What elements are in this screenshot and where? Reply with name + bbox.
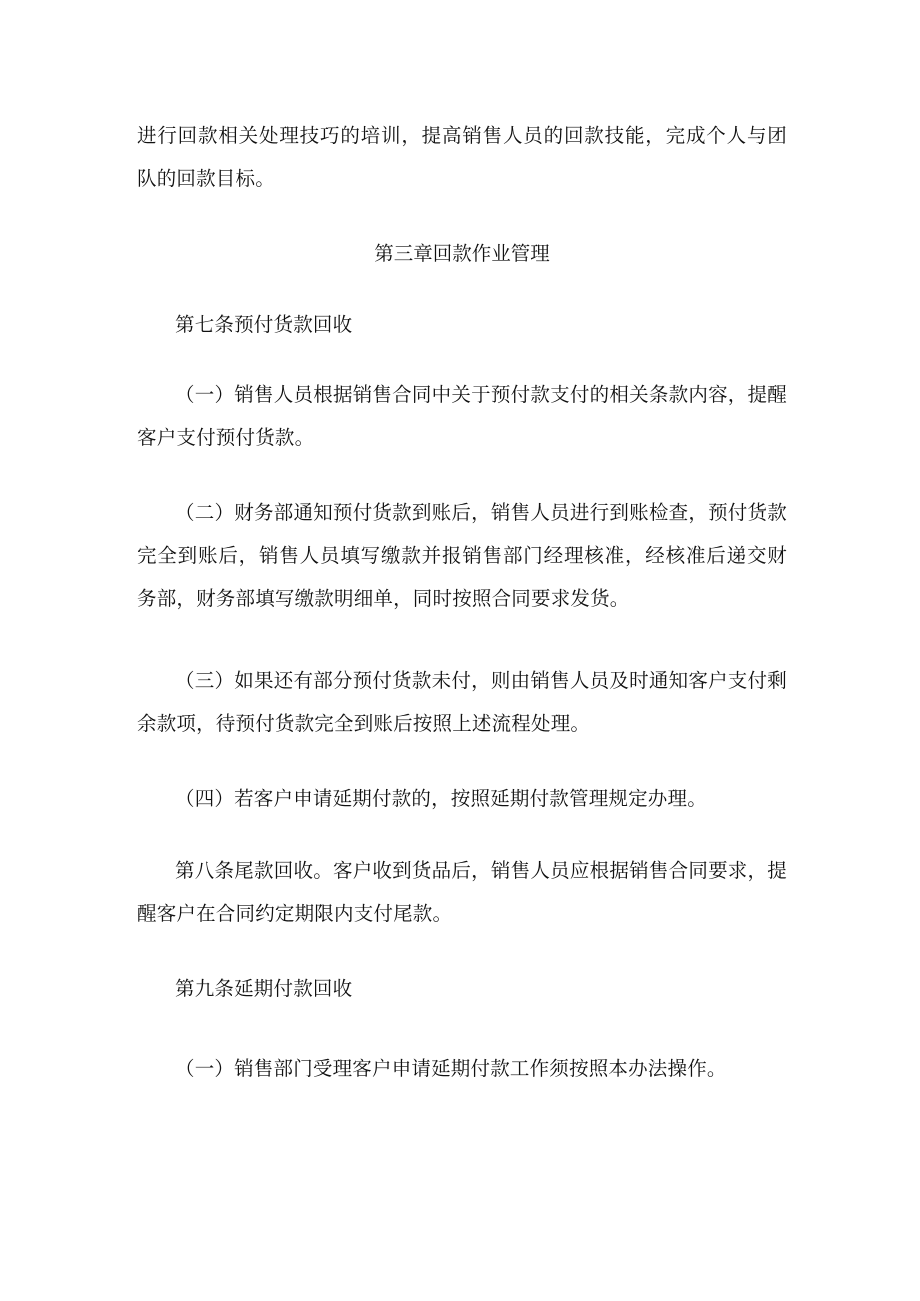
article-7-item-4: （四）若客户申请延期付款的，按照延期付款管理规定办理。 [175, 787, 707, 810]
article-7-heading: 第七条预付货款回收 [175, 313, 353, 336]
article-7-item-3: （三）如果还有部分预付货款未付，则由销售人员及时通知客户支付剩余款项，待预付货款完全到账后按照上述流程处理。 [137, 669, 787, 735]
article-9-item-1: （一）销售部门受理客户申请延期付款工作须按照本办法操作。 [175, 1057, 727, 1080]
article-8-paragraph: 第八条尾款回收。客户收到货品后，销售人员应根据销售合同要求，提醒客户在合同约定期限内支付尾款。 [137, 859, 787, 925]
article-9-heading: 第九条延期付款回收 [175, 977, 353, 1000]
paragraph-training-goal: 进行回款相关处理技巧的培训，提高销售人员的回款技能，完成个人与团队的回款目标。 [137, 124, 787, 190]
article-7-item-2: （二）财务部通知预付货款到账后，销售人员进行到账检查，预付货款完全到账后，销售人员填写缴款并报销售部门经理核准，经核准后递交财务部，财务部填写缴款明细单，同时按照合同要求发货。 [137, 501, 787, 610]
chapter-title: 第三章回款作业管理 [374, 242, 550, 265]
article-7-item-1: （一）销售人员根据销售合同中关于预付款支付的相关条款内容，提醒客户支付预付货款。 [137, 383, 787, 449]
